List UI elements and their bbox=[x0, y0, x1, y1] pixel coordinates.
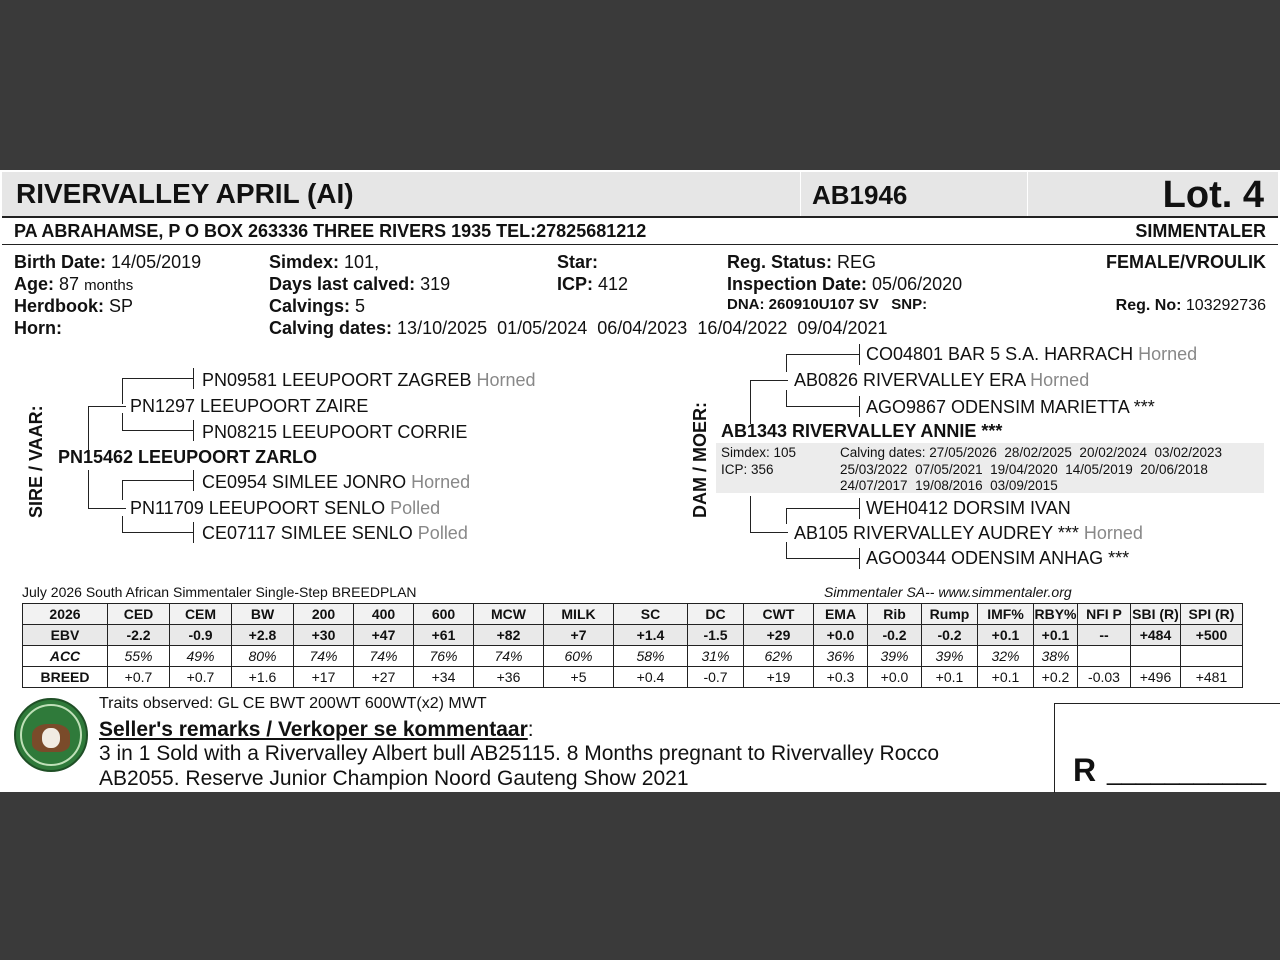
price-blank[interactable]: ___________ bbox=[1107, 756, 1267, 786]
breedplan-cell: 32% bbox=[978, 646, 1034, 667]
breedplan-header-cell: 600 bbox=[414, 604, 474, 625]
dam-dam-dam: AGO0344 ODENSIM ANHAG *** bbox=[866, 548, 1130, 568]
breedplan-header-cell: NFI P bbox=[1078, 604, 1131, 625]
birth-date-label: Birth Date: bbox=[14, 252, 107, 272]
inspection-row bbox=[727, 274, 962, 295]
dam-simdex: Simdex: 105 bbox=[721, 445, 797, 460]
breedplan-cell: +0.0 bbox=[868, 667, 922, 688]
breedplan-header-cell: Rib bbox=[868, 604, 922, 625]
dam-calving-line-1: Calving dates: 27/05/2026 28/02/2025 20/02/2024 03/02/2023 bbox=[840, 445, 1223, 460]
breedplan-cell: 80% bbox=[232, 646, 294, 667]
breedplan-header-cell: RBY% bbox=[1034, 604, 1078, 625]
breedplan-cell: 74% bbox=[474, 646, 544, 667]
age-row bbox=[14, 274, 133, 295]
breedplan-header-cell: 400 bbox=[354, 604, 414, 625]
sire-dam bbox=[130, 498, 440, 519]
breedplan-header-cell: SBI (R) bbox=[1131, 604, 1181, 625]
breedplan-cell: +5 bbox=[544, 667, 614, 688]
breedplan-cell: 62% bbox=[744, 646, 814, 667]
breedplan-header-cell: IMF% bbox=[978, 604, 1034, 625]
simmentaler-logo-icon bbox=[14, 698, 88, 772]
breedplan-cell: +19 bbox=[744, 667, 814, 688]
breedplan-cell: +0.7 bbox=[108, 667, 170, 688]
breedplan-cell: -0.9 bbox=[170, 625, 232, 646]
dss-name: CO04801 BAR 5 S.A. HARRACH bbox=[866, 344, 1134, 364]
dam-dam-sire: WEH0412 DORSIM IVAN bbox=[866, 498, 1071, 518]
breedplan-cell: -1.5 bbox=[688, 625, 744, 646]
breedplan-header-row bbox=[23, 604, 1243, 625]
breedplan-cell: +0.1 bbox=[978, 667, 1034, 688]
breedplan-cell: -0.03 bbox=[1078, 667, 1131, 688]
sd-name: PN11709 LEEUPOORT SENLO bbox=[130, 498, 386, 518]
simdex-value: 101, bbox=[344, 252, 380, 272]
birth-date-value: 14/05/2019 bbox=[111, 252, 202, 272]
breedplan-cell: +7 bbox=[544, 625, 614, 646]
ds-name: AB0826 RIVERVALLEY ERA bbox=[794, 370, 1026, 390]
dna-row bbox=[727, 296, 927, 313]
age-label: Age: bbox=[14, 274, 54, 294]
dam-sire bbox=[794, 370, 1089, 391]
sire-sire-sire bbox=[202, 370, 536, 391]
sire-side-label: SIRE / VAAR: bbox=[26, 405, 46, 518]
sex-label: FEMALE/VROULIK bbox=[1106, 252, 1266, 272]
breedplan-cell: +27 bbox=[354, 667, 414, 688]
days-calved-label: Days last calved: bbox=[269, 274, 416, 294]
dna-label: DNA: bbox=[727, 296, 765, 313]
remarks-colon: : bbox=[527, 718, 534, 741]
breedplan-cell: -0.2 bbox=[922, 625, 978, 646]
breedplan-cell: +0.1 bbox=[922, 667, 978, 688]
icp-value: 412 bbox=[598, 274, 629, 294]
breedplan-header-cell: MCW bbox=[474, 604, 544, 625]
breedplan-cell: +34 bbox=[414, 667, 474, 688]
breedplan-cell: 39% bbox=[868, 646, 922, 667]
breedplan-header-cell: CEM bbox=[170, 604, 232, 625]
sds-name: CE0954 SIMLEE JONRO bbox=[202, 472, 407, 492]
days-calved-row bbox=[269, 274, 450, 295]
breedplan-cell: 76% bbox=[414, 646, 474, 667]
star-label: Star: bbox=[557, 252, 599, 272]
reg-no-row bbox=[1116, 297, 1266, 315]
sds-horn: Horned bbox=[411, 472, 471, 492]
dam-name: AB1343 RIVERVALLEY ANNIE *** bbox=[721, 421, 1003, 441]
breedplan-cell: +0.4 bbox=[614, 667, 688, 688]
breedplan-header-cell: EMA bbox=[814, 604, 868, 625]
animal-reg-code: AB1946 bbox=[812, 180, 908, 210]
calvings-label: Calvings: bbox=[269, 296, 351, 316]
price-currency: R bbox=[1073, 752, 1097, 788]
sdd-horn: Polled bbox=[417, 523, 468, 543]
breedplan-cell: +484 bbox=[1131, 625, 1181, 646]
dam-sire-dam: AGO9867 ODENSIM MARIETTA *** bbox=[866, 397, 1155, 417]
breedplan-cell: +1.4 bbox=[614, 625, 688, 646]
breedplan-cell: 74% bbox=[294, 646, 354, 667]
sire-dam-dam bbox=[202, 523, 468, 544]
title-bar bbox=[2, 172, 1278, 218]
breedplan-cell: +0.7 bbox=[170, 667, 232, 688]
sire-name: PN15462 LEEUPOORT ZARLO bbox=[58, 447, 318, 467]
inspection-label: Inspection Date: bbox=[727, 274, 868, 294]
sdd-name: CE07117 SIMLEE SENLO bbox=[202, 523, 413, 543]
calving-dates-row bbox=[269, 318, 888, 339]
breedplan-cell: +0.0 bbox=[814, 625, 868, 646]
breedplan-cell: +0.2 bbox=[1034, 667, 1078, 688]
breedplan-header-cell: DC bbox=[688, 604, 744, 625]
breedplan-source: Simmentaler SA-- www.simmentaler.org bbox=[824, 584, 1072, 600]
breedplan-cell: -2.2 bbox=[108, 625, 170, 646]
lot-card bbox=[0, 170, 1280, 792]
dam-calving-line-3: 24/07/2017 19/08/2016 03/09/2015 bbox=[840, 478, 1058, 493]
breedplan-cell: BREED bbox=[23, 667, 108, 688]
breedplan-cell: 49% bbox=[170, 646, 232, 667]
herdbook-label: Herdbook: bbox=[14, 296, 104, 316]
dd-name: AB105 RIVERVALLEY AUDREY *** bbox=[794, 523, 1079, 543]
remarks-line-1: 3 in 1 Sold with a Rivervalley Albert bull AB25115. 8 Months pregnant to Rivervalley Rocco bbox=[99, 742, 940, 765]
breedplan-header-cell: 2026 bbox=[23, 604, 108, 625]
breedplan-cell: +0.1 bbox=[978, 625, 1034, 646]
breedplan-header-cell: SC bbox=[614, 604, 688, 625]
herdbook-value: SP bbox=[109, 296, 134, 316]
dam-calving-line-2: 25/03/2022 07/05/2021 19/04/2020 14/05/2019 20/06/2018 bbox=[840, 462, 1208, 477]
breedplan-cell: +36 bbox=[474, 667, 544, 688]
breedplan-caption: July 2026 South African Simmentaler Single-Step BREEDPLAN bbox=[22, 584, 417, 600]
breedplan-cell: +0.3 bbox=[814, 667, 868, 688]
breedplan-cell: +61 bbox=[414, 625, 474, 646]
dam-icp: ICP: 356 bbox=[721, 462, 774, 477]
breedplan-row bbox=[23, 667, 1243, 688]
icp-label: ICP: bbox=[557, 274, 593, 294]
breedplan-cell: +500 bbox=[1181, 625, 1243, 646]
breedplan-header-cell: Rump bbox=[922, 604, 978, 625]
reg-status-value: REG bbox=[837, 252, 877, 272]
reg-status-row bbox=[727, 252, 876, 273]
traits-observed: Traits observed: GL CE BWT 200WT 600WT(x2) MWT bbox=[99, 695, 487, 712]
breedplan-cell bbox=[1131, 646, 1181, 667]
remarks-heading: Seller's remarks / Verkoper se kommentaar bbox=[99, 718, 528, 741]
breedplan-cell: ACC bbox=[23, 646, 108, 667]
breedplan-cell: EBV bbox=[23, 625, 108, 646]
sd-horn: Polled bbox=[390, 498, 441, 518]
breedplan-cell: 74% bbox=[354, 646, 414, 667]
dd-horn: Horned bbox=[1083, 523, 1143, 543]
dam-details-box bbox=[716, 443, 1264, 493]
sss-horn: Horned bbox=[476, 370, 536, 390]
remarks-line-2: AB2055. Reserve Junior Champion Noord Gauteng Show 2021 bbox=[99, 767, 689, 790]
breedplan-cell: +481 bbox=[1181, 667, 1243, 688]
snp-label: SNP: bbox=[891, 296, 928, 313]
breedplan-cell: +2.8 bbox=[232, 625, 294, 646]
breedplan-cell: +17 bbox=[294, 667, 354, 688]
age-value: 87 bbox=[59, 274, 80, 294]
breedplan-cell: 36% bbox=[814, 646, 868, 667]
breedplan-row bbox=[23, 625, 1243, 646]
star-row bbox=[557, 252, 598, 273]
sire-dam-sire bbox=[202, 472, 470, 493]
age-unit: months bbox=[84, 277, 134, 294]
sire-sire: PN1297 LEEUPOORT ZAIRE bbox=[130, 396, 369, 416]
days-calved-value: 319 bbox=[420, 274, 451, 294]
price-box bbox=[1054, 703, 1280, 793]
breedplan-header-cell: MILK bbox=[544, 604, 614, 625]
breedplan-header-cell: CWT bbox=[744, 604, 814, 625]
breedplan-cell: +47 bbox=[354, 625, 414, 646]
dam-side-label: DAM / MOER: bbox=[690, 402, 710, 518]
calving-dates-label: Calving dates: bbox=[269, 318, 393, 338]
simdex-row bbox=[269, 252, 379, 273]
breedplan-cell: +30 bbox=[294, 625, 354, 646]
breedplan-cell: 39% bbox=[922, 646, 978, 667]
breedplan-cell: +29 bbox=[744, 625, 814, 646]
breedplan-cell: 38% bbox=[1034, 646, 1078, 667]
icp-row bbox=[557, 274, 628, 295]
breedplan-cell: -- bbox=[1078, 625, 1131, 646]
breedplan-header-cell: CED bbox=[108, 604, 170, 625]
breedplan-cell: +82 bbox=[474, 625, 544, 646]
dss-horn: Horned bbox=[1138, 344, 1198, 364]
dna-value: 260910U107 SV bbox=[768, 296, 879, 313]
dam-dam bbox=[794, 523, 1143, 544]
breedplan-cell bbox=[1078, 646, 1131, 667]
horn-label: Horn: bbox=[14, 318, 62, 338]
reg-status-label: Reg. Status: bbox=[727, 252, 833, 272]
herdbook-row bbox=[14, 296, 133, 317]
sss-name: PN09581 LEEUPOORT ZAGREB bbox=[202, 370, 472, 390]
simdex-label: Simdex: bbox=[269, 252, 340, 272]
breedplan-cell bbox=[1181, 646, 1243, 667]
breedplan-header-cell: BW bbox=[232, 604, 294, 625]
reg-no-value: 103292736 bbox=[1185, 297, 1266, 314]
breed-name: SIMMENTALER bbox=[1135, 221, 1266, 241]
breedplan-cell: 58% bbox=[614, 646, 688, 667]
breedplan-cell: -0.2 bbox=[868, 625, 922, 646]
ds-horn: Horned bbox=[1030, 370, 1090, 390]
calvings-row bbox=[269, 296, 365, 317]
calving-dates-value: 13/10/2025 01/05/2024 06/04/2023 16/04/2022 09/04/2021 bbox=[397, 318, 888, 338]
horn-row bbox=[14, 318, 62, 339]
birth-date-row bbox=[14, 252, 201, 273]
breedplan-cell: +496 bbox=[1131, 667, 1181, 688]
owner-bar bbox=[2, 218, 1278, 245]
dam-sire-sire bbox=[866, 344, 1197, 365]
animal-name: RIVERVALLEY APRIL (AI) bbox=[16, 178, 354, 209]
breedplan-row bbox=[23, 646, 1243, 667]
reg-no-label: Reg. No: bbox=[1115, 297, 1182, 314]
owner-address: PA ABRAHAMSE, P O BOX 263336 THREE RIVERS 1935 TEL:27825681212 bbox=[14, 221, 647, 241]
breedplan-cell: 31% bbox=[688, 646, 744, 667]
breedplan-table bbox=[22, 603, 1243, 688]
inspection-value: 05/06/2020 bbox=[872, 274, 963, 294]
remarks-heading-row bbox=[99, 718, 534, 742]
breedplan-cell: 60% bbox=[544, 646, 614, 667]
breedplan-cell: +0.1 bbox=[1034, 625, 1078, 646]
breedplan-cell: +1.6 bbox=[232, 667, 294, 688]
lot-number: Lot. 4 bbox=[1162, 174, 1264, 216]
breedplan-header-cell: SPI (R) bbox=[1181, 604, 1243, 625]
calvings-value: 5 bbox=[355, 296, 366, 316]
breedplan-header-cell: 200 bbox=[294, 604, 354, 625]
breedplan-cell: -0.7 bbox=[688, 667, 744, 688]
breedplan-cell: 55% bbox=[108, 646, 170, 667]
sire-sire-dam: PN08215 LEEUPOORT CORRIE bbox=[202, 422, 468, 442]
